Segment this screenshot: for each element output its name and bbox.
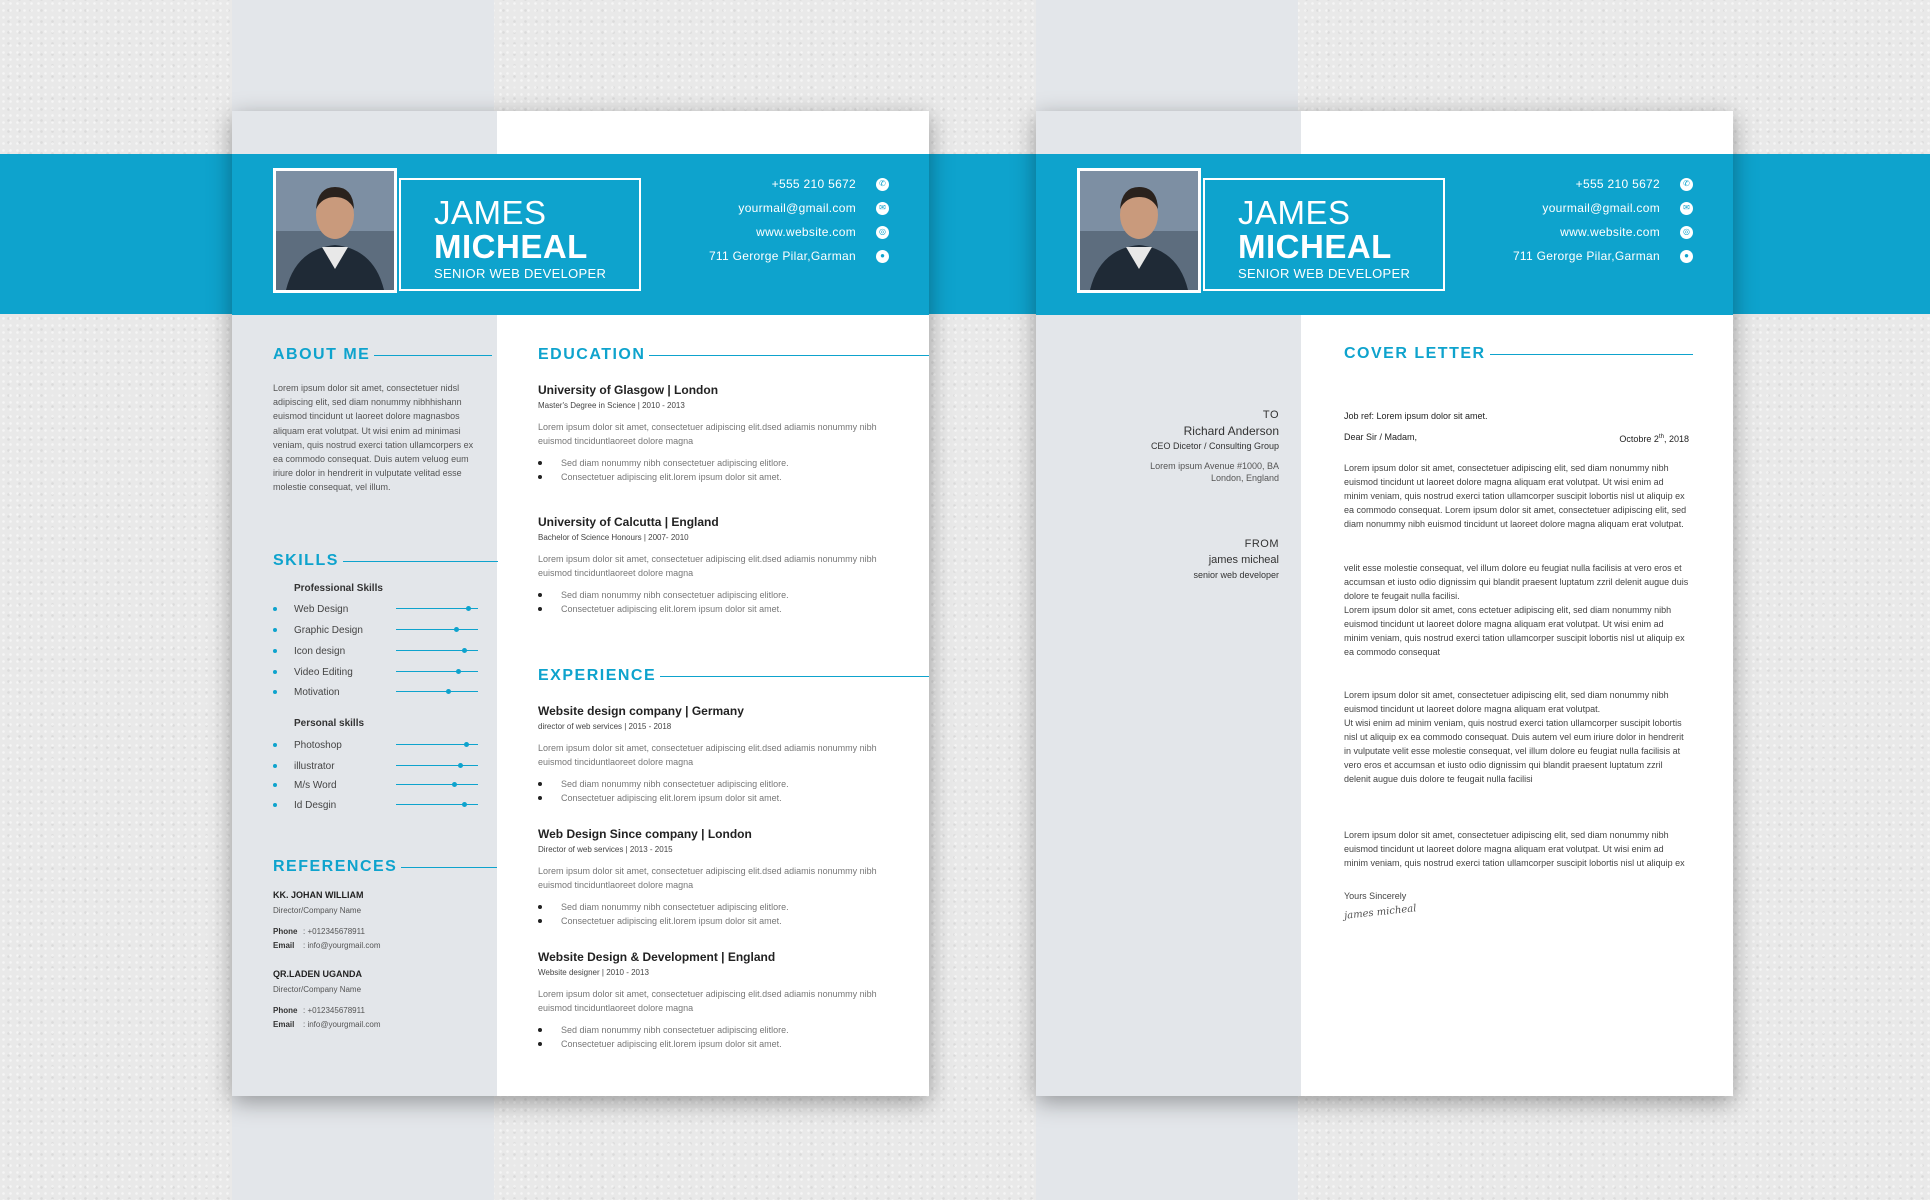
last-name: MICHEAL (1238, 228, 1392, 265)
contact-address (1453, 244, 1693, 268)
bullet-dot (273, 803, 277, 807)
skill-name: Web Design (294, 603, 349, 615)
job-role: SENIOR WEB DEVELOPER (1238, 266, 1411, 281)
skills-title-text: SKILLS (273, 552, 339, 569)
entry-bullets (538, 1023, 898, 1051)
entry-subtitle: Master's Degree in Science | 2010 - 2013 (538, 401, 685, 410)
reference-phone (273, 1006, 365, 1015)
resume-header (232, 154, 929, 315)
bullet-dot (538, 796, 542, 800)
paragraph-text: Lorem ipsum dolor sit amet, consectetuer adipiscing elit, sed diam nonummy nibh euismod tincidunt ut laoreet dolore magna aliquam erat volutpat. Ut wisi enim ad minim veniam, quis nostrud exerci tation ullamcorper suscipit lobortis nisl ut aliquip ex ea commodo consequat. Lorem ipsum dolor sit amet, consectetuer adipiscing elit, sed diam nonummy nibh euismod tincidunt ut laoreet dolore magna aliquam erat volutpat. (1344, 463, 1687, 529)
entry-description: Lorem ipsum dolor sit amet, consectetuer adipiscing elit.dsed adiamis nonummy nibh euismod tinciduntlaoreet dolore magna (538, 554, 877, 578)
skill-level-knob (452, 782, 457, 787)
skill-level-knob (456, 669, 461, 674)
last-name: MICHEAL (434, 228, 588, 265)
skill-bar (396, 671, 478, 672)
bullet-dot (273, 607, 277, 611)
references-title (273, 858, 497, 876)
sender-block (1039, 538, 1279, 580)
paragraph-text: Lorem ipsum dolor sit amet, consectetuer adipiscing elit, sed diam nonummy nibh euismod tincidunt ut laoreet dolore magna aliquam erat volutpat. Ut wisi enim ad minim veniam, quis nostrud exerci tation ullamcorper suscipit lobortis nisl ut aliquip ex (1344, 830, 1685, 868)
divider (1490, 354, 1693, 355)
job-role: SENIOR WEB DEVELOPER (434, 266, 607, 281)
mail-icon: ✉ (1680, 202, 1693, 215)
job-ref-text: Job ref: Lorem ipsum dolor sit amet. (1344, 411, 1488, 421)
first-name: JAMES (434, 194, 547, 231)
bullet-dot (538, 1042, 542, 1046)
divider (649, 355, 929, 356)
cover-letter-title-text: COVER LETTER (1344, 345, 1486, 362)
mail-icon: ✉ (876, 202, 889, 215)
skill-level-knob (446, 689, 451, 694)
contact-text[interactable]: yourmail@gmail.com (1542, 201, 1660, 215)
bullet-dot (273, 743, 277, 747)
letter-paragraph (1344, 461, 1689, 531)
bullet-text: Sed diam nonummy nibh consectetuer adipiscing elitlore. (561, 458, 789, 468)
skill-bar (396, 691, 478, 692)
bullet-text: Sed diam nonummy nibh consectetuer adipiscing elitlore. (561, 779, 789, 789)
about-text: Lorem ipsum dolor sit amet, consectetuer nidsl adipiscing elit, sed diam nonummy nibhhishann euismod tincidunt ut laoreet dolore magnasbos aliquam erat volutpat. Ut wisi enim ad minimasi veniam, quis nostrud exerci tation ullamcorpers ex ea commodo consequat. Duis autem veluog eum iriure dolor in hendrerit in vulputate velitad esse molestie consequat, vel illum. (273, 383, 474, 493)
contact-text: 711 Gerorge Pilar,Garman (708, 249, 856, 263)
salutation: Dear Sir / Madam, (1344, 432, 1418, 442)
entry-description: Lorem ipsum dolor sit amet, consectetuer adipiscing elit.dsed adiamis nonummy nibh euismod tinciduntlaoreet dolore magna (538, 743, 877, 767)
skill-level-knob (462, 648, 467, 653)
job-reference (1344, 409, 1689, 423)
divider (343, 561, 498, 562)
paragraph-text: velit esse molestie consequat, vel illum dolore eu feugiat nulla facilisis at vero eros et accumsan et iusto odio dignissim qui blandit praesent luptatum zzril delenit augue duis dolore te feugait nulla facilisi. Lorem ipsum dolor sit amet, cons ectetuer adipiscing elit, sed diam nonummy nibh euismod tincidunt ut laoreet dolore magna aliquam erat volutpat. Ut wisi enim ad minim veniam, quis nostrud exerci tation ullamcorper suscipit lobortis nisl ut aliquip ex ea commodo consequat (1344, 563, 1689, 657)
skill-row (273, 775, 481, 795)
from-label: FROM (1244, 538, 1279, 550)
experience-entry (538, 827, 898, 928)
person-portrait-icon (276, 171, 394, 290)
cover-header (1036, 154, 1733, 315)
first-name: JAMES (1238, 194, 1351, 231)
skill-name: Icon design (294, 645, 346, 657)
bullet-text: Consectetuer adipiscing elit.lorem ipsum dolor sit amet. (561, 793, 782, 803)
bullet-text: Consectetuer adipiscing elit.lorem ipsum dolor sit amet. (561, 1039, 782, 1049)
bullet-dot (538, 461, 542, 465)
to-address-1: Lorem ipsum Avenue #1000, BA (1150, 461, 1279, 471)
email-value: : info@yourgmail.com (303, 1020, 381, 1029)
date-year: , 2018 (1663, 434, 1689, 444)
entry-subtitle: Bachelor of Science Honours | 2007- 2010 (538, 533, 689, 542)
contact-phone (1453, 172, 1693, 196)
bullet-text: Sed diam nonummy nibh consectetuer adipiscing elitlore. (561, 902, 789, 912)
bullet-dot (538, 782, 542, 786)
name-box (399, 178, 641, 291)
skill-row (273, 662, 481, 682)
letter-date (1619, 430, 1689, 446)
contact-text: 711 Gerorge Pilar,Garman (1512, 249, 1660, 263)
contact-website (649, 220, 889, 244)
bullet-dot (538, 607, 542, 611)
bullet-text: Consectetuer adipiscing elit.lorem ipsum dolor sit amet. (561, 472, 782, 482)
experience-title (538, 667, 929, 685)
bullet-dot (273, 628, 277, 632)
profile-photo (1077, 168, 1201, 293)
contact-list (1453, 172, 1693, 268)
from-name: james micheal (1208, 554, 1279, 566)
skill-bar (396, 629, 478, 630)
entry-bullets (538, 777, 898, 805)
bullet-dot (538, 905, 542, 909)
contact-website (1453, 220, 1693, 244)
to-address-2: London, England (1210, 473, 1279, 483)
skill-name: Id Desgin (294, 799, 337, 811)
contact-text: +555 210 5672 (771, 177, 856, 191)
skill-name: illustrator (294, 760, 335, 772)
skill-bar (396, 765, 478, 766)
email-label: Email (273, 941, 295, 950)
entry-subtitle: Website designer | 2010 - 2013 (538, 968, 649, 977)
cover-letter-title (1344, 345, 1693, 363)
bullet-text: Sed diam nonummy nibh consectetuer adipiscing elitlore. (561, 1025, 789, 1035)
skill-name: Photoshop (294, 739, 342, 751)
list-item (538, 456, 898, 470)
entry-title: Website Design & Development | England (538, 950, 776, 964)
skill-row (273, 735, 481, 755)
signature: james micheal (1343, 903, 1417, 922)
phone-label: Phone (273, 1006, 298, 1015)
skill-row (273, 599, 481, 619)
phone-icon: ✆ (1680, 178, 1693, 191)
email-label: Email (273, 1020, 295, 1029)
contact-text: +555 210 5672 (1575, 177, 1660, 191)
closing (1344, 889, 1689, 903)
entry-subtitle: director of web services | 2015 - 2018 (538, 722, 672, 731)
reference-role: Director/Company Name (273, 906, 362, 915)
entry-bullets (538, 456, 898, 484)
divider (401, 867, 497, 868)
bullet-dot (273, 670, 277, 674)
experience-entry (538, 704, 898, 805)
bullet-dot (538, 475, 542, 479)
globe-icon: ◎ (876, 226, 889, 239)
entry-description: Lorem ipsum dolor sit amet, consectetuer adipiscing elit.dsed adiamis nonummy nibh euismod tinciduntlaoreet dolore magna (538, 422, 877, 446)
skill-row (273, 682, 481, 702)
salutation-row (1344, 430, 1689, 446)
skill-level-knob (454, 627, 459, 632)
skill-row (273, 756, 481, 776)
list-item (538, 470, 898, 484)
entry-title: Website design company | Germany (538, 704, 744, 718)
reference-phone (273, 927, 365, 936)
about-title-text: ABOUT ME (273, 346, 371, 363)
personal-skills-heading: Personal skills (294, 718, 365, 729)
letter-paragraph (1344, 828, 1689, 870)
bullet-text: Consectetuer adipiscing elit.lorem ipsum dolor sit amet. (561, 916, 782, 926)
list-item (538, 1037, 898, 1051)
education-entry (538, 515, 898, 616)
contact-email (1453, 196, 1693, 220)
contact-email (649, 196, 889, 220)
skill-level-knob (466, 606, 471, 611)
reference-email (273, 941, 380, 950)
list-item (538, 914, 898, 928)
skills-title (273, 552, 498, 570)
to-role: CEO Dicetor / Consulting Group (1150, 441, 1279, 451)
about-title (273, 346, 492, 364)
letter-paragraph (1344, 561, 1689, 659)
date-day: Octobre 2 (1619, 434, 1659, 444)
phone-value: : +012345678911 (303, 927, 365, 936)
phone-label: Phone (273, 927, 298, 936)
contact-text[interactable]: yourmail@gmail.com (738, 201, 856, 215)
entry-title: University of Glasgow | London (538, 383, 719, 397)
location-pin-icon: ● (1680, 250, 1693, 263)
profile-photo (273, 168, 397, 293)
contact-address (649, 244, 889, 268)
list-item (538, 1023, 898, 1037)
bullet-dot (273, 783, 277, 787)
contact-phone (649, 172, 889, 196)
entry-description: Lorem ipsum dolor sit amet, consectetuer adipiscing elit.dsed adiamis nonummy nibh euismod tinciduntlaoreet dolore magna (538, 989, 877, 1013)
entry-title: Web Design Since company | London (538, 827, 752, 841)
experience-entry (538, 950, 898, 1051)
bullet-dot (273, 764, 277, 768)
list-item (538, 791, 898, 805)
skill-name: Motivation (294, 686, 340, 698)
skill-row (273, 795, 481, 815)
skill-level-knob (458, 763, 463, 768)
contact-list (649, 172, 889, 268)
education-entry (538, 383, 898, 484)
bullet-text: Consectetuer adipiscing elit.lorem ipsum dolor sit amet. (561, 604, 782, 614)
divider (374, 355, 492, 356)
list-item (538, 900, 898, 914)
reference-role: Director/Company Name (273, 985, 362, 994)
reference-name: KK. JOHAN WILLIAM (273, 890, 364, 900)
experience-title-text: EXPERIENCE (538, 667, 657, 684)
resume-page (232, 111, 929, 1096)
skill-bar (396, 784, 478, 785)
reference-name: QR.LADEN UGANDA (273, 969, 362, 979)
entry-subtitle: Director of web services | 2013 - 2015 (538, 845, 673, 854)
reference-email (273, 1020, 380, 1029)
globe-icon: ◎ (1680, 226, 1693, 239)
bullet-text: Sed diam nonummy nibh consectetuer adipiscing elitlore. (561, 590, 789, 600)
to-label: TO (1262, 409, 1279, 421)
person-portrait-icon (1080, 171, 1198, 290)
education-title (538, 346, 929, 364)
bullet-dot (538, 919, 542, 923)
education-title-text: EDUCATION (538, 346, 646, 363)
references-title-text: REFERENCES (273, 858, 398, 875)
phone-icon: ✆ (876, 178, 889, 191)
location-pin-icon: ● (876, 250, 889, 263)
contact-text[interactable]: www.website.com (756, 225, 856, 239)
skill-row (273, 641, 481, 661)
bullet-dot (538, 593, 542, 597)
divider (660, 676, 929, 677)
bullet-dot (273, 690, 277, 694)
list-item (538, 777, 898, 791)
cover-letter-page (1036, 111, 1733, 1096)
letter-paragraph (1344, 688, 1689, 786)
skill-name: M/s Word (294, 779, 337, 791)
date-suffix: th (1658, 434, 1664, 440)
bullet-dot (273, 649, 277, 653)
entry-bullets (538, 900, 898, 928)
skill-name: Video Editing (294, 666, 353, 678)
skill-level-knob (464, 742, 469, 747)
entry-title: University of Calcutta | England (538, 515, 719, 529)
skill-row (273, 620, 481, 640)
from-role: senior web developer (1193, 570, 1279, 580)
contact-text[interactable]: www.website.com (1560, 225, 1660, 239)
email-value: : info@yourgmail.com (303, 941, 381, 950)
list-item (538, 588, 898, 602)
bullet-dot (538, 1028, 542, 1032)
list-item (538, 602, 898, 616)
skill-level-knob (462, 802, 467, 807)
name-box (1203, 178, 1445, 291)
to-name: Richard Anderson (1183, 424, 1279, 438)
recipient-block (1039, 409, 1279, 483)
closing-text: Yours Sincerely (1344, 891, 1407, 901)
entry-bullets (538, 588, 898, 616)
phone-value: : +012345678911 (303, 1006, 365, 1015)
entry-description: Lorem ipsum dolor sit amet, consectetuer adipiscing elit.dsed adiamis nonummy nibh euismod tinciduntlaoreet dolore magna (538, 866, 877, 890)
paragraph-text: Lorem ipsum dolor sit amet, consectetuer adipiscing elit, sed diam nonummy nibh euismod tincidunt ut laoreet dolore magna aliquam erat volutpat. Ut wisi enim ad minim veniam, quis nostrud exerci tation ullamcorper suscipit lobortis nisl ut aliquip ex ea commodo consequat. Duis autem vel eum iriure dolor in hendrerit in vulputate velit esse molestie consequat, vel illum dolore eu feugiat nulla facilisis at vero eros et accumsan et iusto odio dignissim qui blandit praesent luptatum zzril delenit augue duis dolore te feugait nulla facilisi (1344, 690, 1684, 784)
professional-skills-heading: Professional Skills (294, 583, 383, 594)
skill-name: Graphic Design (294, 624, 363, 636)
